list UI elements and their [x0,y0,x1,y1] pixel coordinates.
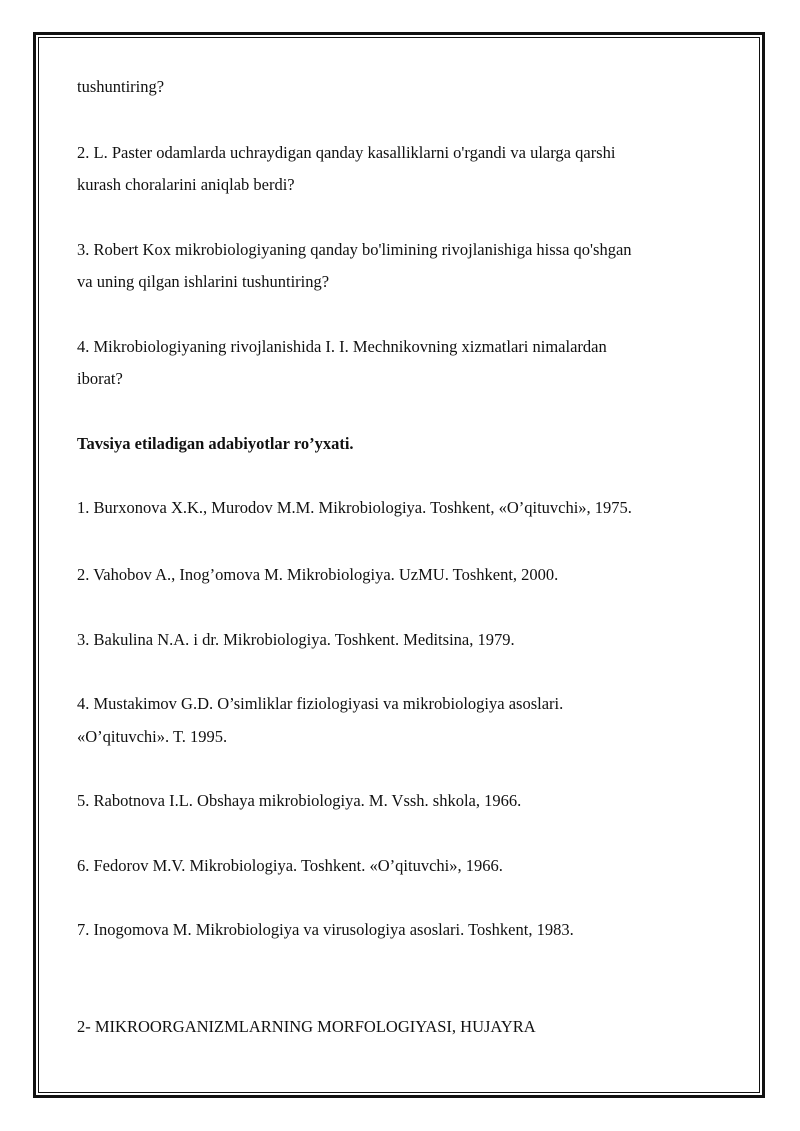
reference-7: 7. Inogomova M. Mikrobiologiya va virusologiya asoslari. Toshkent, 1983. [77,920,574,939]
question-1-continuation: tushuntiring? [77,77,165,96]
reference-3: 3. Bakulina N.A. i dr. Mikrobiologiya. Toshkent. Meditsina, 1979. [77,630,515,649]
section-title: 2- MIKROORGANIZMLARNING MORFOLOGIYASI, HUJAYRA [77,1017,536,1036]
question-4-line-2: iborat? [77,369,123,388]
references-heading: Tavsiya etiladigan adabiyotlar ro’yxati. [77,434,354,453]
reference-5: 5. Rabotnova I.L. Obshaya mikrobiologiya. M. Vssh. shkola, 1966. [77,791,522,810]
question-2-line-2: kurash choralarini aniqlab berdi? [77,175,295,194]
reference-2: 2. Vahobov A., Inog’omova M. Mikrobiologiya. UzMU. Toshkent, 2000. [77,565,559,584]
question-2-line-1: 2. L. Paster odamlarda uchraydigan qanday kasalliklarni o'rgandi va ularga qarshi [77,143,616,162]
reference-6: 6. Fedorov M.V. Mikrobiologiya. Toshkent. «O’qituvchi», 1966. [77,856,503,875]
reference-1: 1. Burxonova X.K., Murodov M.M. Mikrobiologiya. Toshkent, «O’qituvchi», 1975. [77,498,632,517]
question-4-line-1: 4. Mikrobiologiyaning rivojlanishida I. I. Mechnikovning xizmatlari nimalardan [77,337,607,356]
reference-4-line-1: 4. Mustakimov G.D. O’simliklar fiziologiyasi va mikrobiologiya asoslari. [77,694,564,713]
reference-4-line-2: «O’qituvchi». T. 1995. [77,727,228,746]
question-3-line-2: va uning qilgan ishlarini tushuntiring? [77,272,330,291]
question-3-line-1: 3. Robert Kox mikrobiologiyaning qanday bo'limining rivojlanishiga hissa qo'shgan [77,240,632,259]
